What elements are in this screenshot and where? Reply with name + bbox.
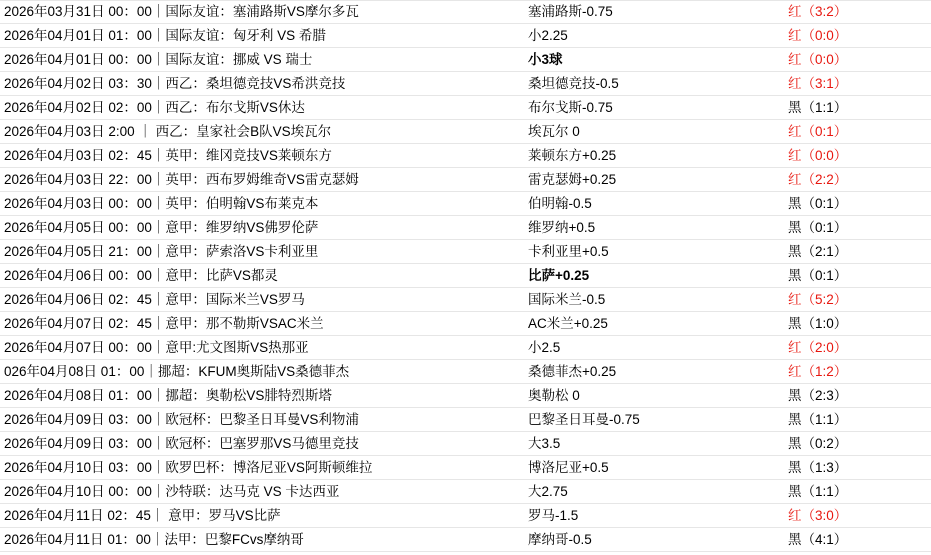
result-score: （0:0）: [801, 27, 848, 43]
table-row: [0, 384, 931, 408]
match-info: 2026年04月06日 02：45｜意甲：国际米兰VS罗马: [4, 291, 305, 307]
result-score: （1:1）: [801, 99, 848, 115]
table-row: [0, 408, 931, 432]
result-status: 红: [788, 171, 802, 187]
result-status: 黑: [788, 315, 802, 331]
match-info: 2026年04月10日 00：00｜沙特联：达马克 VS 卡达西亚: [4, 483, 340, 499]
result-score: （3:2）: [801, 4, 848, 19]
result-cell: [758, 312, 931, 336]
result-cell: [758, 408, 931, 432]
match-info: 2026年04月11日 01：00｜法甲：巴黎FCvs摩纳哥: [4, 531, 304, 547]
result-status: 黑: [788, 435, 802, 451]
result-cell: [758, 264, 931, 288]
result-cell: [758, 504, 931, 528]
result-cell: [758, 144, 931, 168]
result-cell: [758, 24, 931, 48]
result-status: 红: [788, 75, 802, 91]
table-row: [0, 96, 931, 120]
match-info: 2026年04月08日 01：00｜挪超：奥勒松VS腓特烈斯塔: [4, 387, 332, 403]
result-status: 黑: [788, 531, 802, 547]
table-row: [0, 336, 931, 360]
result-score: （5:2）: [801, 291, 848, 307]
result-status: 黑: [788, 243, 802, 259]
result-cell: [758, 480, 931, 504]
result-score: （1:1）: [801, 483, 848, 499]
result-status: 红: [788, 51, 802, 67]
pick-selection: 塞浦路斯-0.75: [528, 4, 613, 19]
result-score: （2:2）: [801, 171, 848, 187]
table-row: [0, 504, 931, 528]
result-status: 黑: [788, 195, 802, 211]
pick-selection: 摩纳哥-0.5: [528, 531, 592, 547]
result-cell: [758, 360, 931, 384]
result-score: （0:0）: [801, 147, 848, 163]
match-info: 2026年04月02日 02：00｜西乙：布尔戈斯VS休达: [4, 99, 305, 115]
result-status: 黑: [788, 219, 802, 235]
match-info: 2026年04月06日 00：00｜意甲：比萨VS都灵: [4, 267, 278, 283]
table-row: [0, 480, 931, 504]
match-info: 2026年04月10日 03：00｜欧罗巴杯：博洛尼亚VS阿斯顿维拉: [4, 459, 373, 475]
match-info: 2026年04月09日 03：00｜欧冠杯：巴黎圣日耳曼VS利物浦: [4, 411, 359, 427]
pick-selection: 奥勒松 0: [528, 387, 580, 403]
match-info: 2026年04月01日 01：00｜国际友谊：匈牙利 VS 希腊: [4, 27, 326, 43]
pick-selection: 埃瓦尔 0: [528, 123, 580, 139]
result-score: （3:0）: [801, 507, 848, 523]
match-info: 2026年04月05日 21：00｜意甲：萨索洛VS卡利亚里: [4, 243, 319, 259]
result-status: 黑: [788, 483, 802, 499]
match-info: 2026年04月02日 03：30｜西乙：桑坦德竞技VS希洪竞技: [4, 75, 346, 91]
result-status: 红: [788, 123, 802, 139]
match-info: 2026年04月01日 00：00｜国际友谊：挪威 VS 瑞士: [4, 51, 313, 67]
result-status: 红: [788, 4, 802, 19]
pick-selection: 卡利亚里+0.5: [528, 243, 609, 259]
pick-selection: 维罗纳+0.5: [528, 219, 596, 235]
result-status: 红: [788, 507, 802, 523]
pick-selection: 伯明翰-0.5: [528, 195, 592, 211]
match-info: 2026年04月07日 02：45｜意甲：那不勒斯VSAC米兰: [4, 315, 324, 331]
result-score: （0:0）: [801, 51, 848, 67]
result-cell: [758, 384, 931, 408]
table-row: [0, 24, 931, 48]
pick-selection: 桑坦德竞技-0.5: [528, 75, 619, 91]
table-row: [0, 432, 931, 456]
pick-selection: 桑德菲杰+0.25: [528, 363, 617, 379]
table-row: [0, 288, 931, 312]
pick-selection: 大2.75: [528, 483, 568, 499]
result-score: （2:3）: [801, 387, 848, 403]
match-info: 2026年04月07日 00：00｜意甲:尤文图斯VS热那亚: [4, 339, 309, 355]
result-cell: [758, 432, 931, 456]
result-cell: [758, 216, 931, 240]
result-cell: [758, 168, 931, 192]
result-score: （3:1）: [801, 75, 848, 91]
table-row: [0, 360, 931, 384]
result-status: 红: [788, 363, 802, 379]
pick-selection: 小2.5: [528, 339, 561, 355]
pick-selection: 国际米兰-0.5: [528, 291, 606, 307]
result-cell: [758, 456, 931, 480]
table-row: [0, 0, 931, 24]
result-cell: [758, 96, 931, 120]
pick-selection: 罗马-1.5: [528, 507, 579, 523]
pick-selection: 比萨+0.25: [528, 267, 590, 283]
pick-selection: 雷克瑟姆+0.25: [528, 171, 617, 187]
table-row: [0, 48, 931, 72]
table-row: [0, 216, 931, 240]
result-score: （1:1）: [801, 411, 848, 427]
pick-selection: 巴黎圣日耳曼-0.75: [528, 411, 640, 427]
match-info: 2026年04月11日 02：45｜ 意甲：罗马VS比萨: [4, 507, 281, 523]
result-status: 黑: [788, 387, 802, 403]
match-info: 2026年04月09日 03：00｜欧冠杯：巴塞罗那VS马德里竞技: [4, 435, 359, 451]
result-status: 黑: [788, 411, 802, 427]
match-info: 2026年04月03日 2:00 ｜ 西乙：皇家社会B队VS埃瓦尔: [4, 123, 332, 139]
table-row: [0, 72, 931, 96]
result-score: （1:3）: [801, 459, 848, 475]
result-status: 黑: [788, 459, 802, 475]
result-status: 红: [788, 147, 802, 163]
table-row: [0, 192, 931, 216]
pick-selection: 大3.5: [528, 435, 561, 451]
result-status: 红: [788, 27, 802, 43]
result-status: 黑: [788, 99, 802, 115]
pick-selection: 莱顿东方+0.25: [528, 147, 617, 163]
result-cell: [758, 120, 931, 144]
match-info: 026年04月08日 01：00｜挪超：KFUM奥斯陆VS桑德菲杰: [4, 363, 350, 379]
result-score: （4:1）: [801, 531, 848, 547]
match-info: 2026年03月31日 00：00｜国际友谊：塞浦路斯VS摩尔多瓦: [4, 4, 359, 19]
match-info: 2026年04月05日 00：00｜意甲：维罗纳VS佛罗伦萨: [4, 219, 319, 235]
result-score: （0:1）: [801, 195, 848, 211]
result-cell: [758, 48, 931, 72]
pick-selection: AC米兰+0.25: [528, 315, 608, 331]
result-score: （0:1）: [801, 219, 848, 235]
pick-selection: 博洛尼亚+0.5: [528, 459, 609, 475]
table-row: [0, 264, 931, 288]
result-cell: [758, 336, 931, 360]
result-score: （2:1）: [801, 243, 848, 259]
result-cell: [758, 288, 931, 312]
result-cell: [758, 240, 931, 264]
result-cell: [758, 0, 931, 24]
table-row: [0, 240, 931, 264]
result-cell: [758, 192, 931, 216]
table-row: [0, 456, 931, 480]
table-row: [0, 312, 931, 336]
table-row: [0, 144, 931, 168]
result-score: （2:0）: [801, 339, 848, 355]
result-cell: [758, 528, 931, 552]
pick-selection: 布尔戈斯-0.75: [528, 99, 613, 115]
result-status: 红: [788, 291, 802, 307]
result-status: 黑: [788, 267, 802, 283]
result-cell: [758, 72, 931, 96]
result-status: 红: [788, 339, 802, 355]
table-row: [0, 120, 931, 144]
match-info: 2026年04月03日 02：45｜英甲：维冈竞技VS莱顿东方: [4, 147, 332, 163]
table-row: [0, 168, 931, 192]
result-score: （0:2）: [801, 435, 848, 451]
pick-selection: 小3球: [528, 51, 563, 67]
result-score: （1:2）: [801, 363, 848, 379]
match-info: 2026年04月03日 22：00｜英甲：西布罗姆维奇VS雷克瑟姆: [4, 171, 359, 187]
pick-selection: 小2.25: [528, 27, 568, 43]
result-score: （0:1）: [801, 267, 848, 283]
table-row: [0, 528, 931, 552]
result-score: （0:1）: [801, 123, 848, 139]
result-score: （1:0）: [801, 315, 848, 331]
match-info: 2026年04月03日 00：00｜英甲：伯明翰VS布莱克本: [4, 195, 319, 211]
